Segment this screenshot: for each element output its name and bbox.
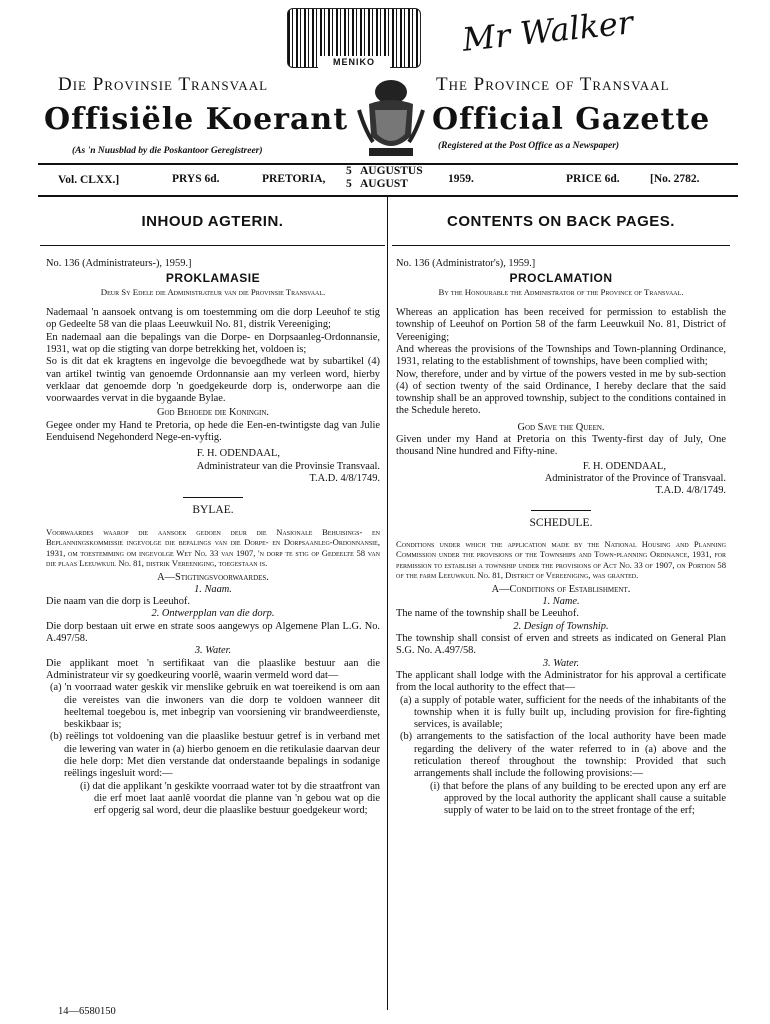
clause-i: (i) dat die applikant 'n geskikte voorraad water tot by die straatfront van die erf moet laat aanlê voordat die planne van 'n gebou wat op die erf opgerig sal word, deur die plaaslike bestuur goedgekeur word; (80, 780, 380, 817)
issue-day-top: 5 (346, 165, 352, 177)
issue-month-en: AUGUST (360, 178, 408, 190)
proclamation-title: PROKLAMASIE (165, 271, 261, 286)
subsection-heading: 3. Water. (194, 645, 232, 657)
contents-rule-right (392, 245, 730, 246)
proclamation-number: No. 136 (Administrator's), 1959.] (396, 258, 536, 269)
tad-reference: T.A.D. 4/8/1749. (655, 485, 726, 497)
clause-b: (b) reëlings tot voldoening van die plaaslike bestuur getref is in verband met die lewering van water in (a) hierbo genoem en die retikulasie daarvan deur die hele dorp: Met dien verstande dat onderstaande bepalings in sodanige reëlings ingesluit word:— (50, 731, 380, 780)
barcode-label: MENIKO (318, 56, 390, 68)
paragraph: Die applikant moet 'n sertifikaat van die plaaslike bestuur aan die Administrateur vir sy goedkeuring voorlê, waarin vermeld word dat— (46, 657, 380, 681)
subsection-heading: 2. Ontwerpplan van die dorp. (151, 608, 275, 620)
issue-price-af: PRYS 6d. (172, 173, 220, 185)
issue-year: 1959. (448, 173, 474, 185)
paragraph: Die naam van die dorp is Leeuhof. (46, 596, 190, 608)
paragraph: And whereas the provisions of the Townships and Town-planning Ordinance, 1931, relating to the establishment of townships, have been complied with; (396, 343, 726, 368)
coat-of-arms-crest (355, 70, 427, 162)
masthead-rule-bottom (38, 195, 738, 197)
clause-i: (i) that before the plans of any building to be erected upon any erf are approved by the local authority the applicant shall cause a suitable supply of water to be laid on to the street frontage of the erf; (430, 780, 726, 817)
schedule-title: BYLAE. (192, 504, 234, 517)
issue-volume: Vol. CLXX.] (58, 174, 120, 186)
footer-code: 14—6580150 (58, 1006, 116, 1017)
issue-day-bottom: 5 (346, 178, 352, 190)
schedule-title: SCHEDULE. (529, 516, 593, 529)
clause-b: (b) arrangements to the satisfaction of the local authority have been made regarding the delivery of the water referred to in (a) above and the reticulation thereof throughout the township: Provided that such arrangements shall include the following provisions:— (400, 731, 726, 780)
column-divider (387, 195, 388, 1010)
signatory-role: Administrateur van die Provinsie Transvaal. (196, 460, 380, 472)
masthead-right-title: Official Gazette (432, 102, 711, 137)
handwritten-signature: Mr Walker (460, 3, 635, 59)
paragraph: En nademaal aan die bepalings van die Dorpe- en Dorpsaanleg-Ordonnansie, 1931, wat op die stigting van dorpe betrekking het, voldoen is; (46, 331, 380, 355)
signatory-name: F. H. ODENDAAL, (196, 448, 280, 460)
paragraph: The township shall consist of erven and streets as indicated on General Plan S.G. No. A.497/58. (396, 633, 726, 657)
masthead-left-title: Offisiële Koerant (44, 102, 349, 137)
issue-month-af: AUGUSTUS (360, 165, 423, 177)
paragraph: Whereas an application has been received for permission to establish the township of Leeuhof on Portion 58 of the farm Leeuwkuil No. 81, District of Vereeniging; (396, 307, 726, 343)
masthead-right-province: The Province of Transvaal (436, 74, 670, 95)
section-rule (531, 510, 591, 511)
paragraph: The name of the township shall be Leeuhof. (396, 608, 579, 620)
left-column (46, 258, 380, 817)
section-a-heading: A—Stigtingsvoorwaardes. (157, 571, 269, 583)
masthead-right-tagline: (Registered at the Post Office as a Newspaper) (438, 141, 620, 151)
masthead-left-tagline: (As 'n Nuusblad by die Poskantoor Geregistreer) (72, 146, 263, 156)
paragraph: Die dorp bestaan uit erwe en strate soos aangewys op Algemene Plan L.G. No. A.497/58. (46, 620, 380, 645)
god-save: God Save the Queen. (517, 421, 605, 433)
conditions-intro: Conditions under which the application made by the National Housing and Planning Commission under the provisions of the Townships and Town-planning Ordinance, 1931, for permission to establish a township under the provisions of Act No. 33 of 1907, on Portion 58 of the farm Leeuwkuil No. 81, District of Vereeniging, was granted. (396, 538, 726, 581)
clause-a: (a) a supply of potable water, sufficient for the needs of the inhabitants of the township when it is fully built up, including provision for fire-fighting services, is available; (400, 694, 726, 731)
paragraph: Nademaal 'n aansoek ontvang is om toestemming om die dorp Leeuhof te stig op Gedeelte 58 van die plaas Leeuwkuil No. 81, distrik Vereeniging; (46, 307, 380, 331)
section-a-heading: A—Conditions of Establishment. (491, 583, 631, 595)
proclamation-number: No. 136 (Administrateurs-), 1959.] (46, 258, 192, 269)
clause-a: (a) 'n voorraad water geskik vir menslike gebruik en wat toereikend is om aan die vereistes van die inwoners van die dorp te voldoen wanneer dit heeltemal toegebou is, met inbegrip van voorsiening vir brandweerdienste, beskikbaar is; (50, 682, 380, 731)
barcode-stamp (287, 8, 421, 68)
given-under: Given under my Hand at Pretoria on this Twenty-first day of July, One thousand Nine hundred and Fifty-nine. (396, 434, 726, 458)
subsection-heading: 1. Name. (542, 596, 580, 608)
given-under: Gegee onder my Hand te Pretoria, op hede die Een-en-twintigste dag van Julie Eenduisend Negehonderd Nege-en-vyftig. (46, 419, 380, 444)
signatory-role: Administrator of the Province of Transvaal. (544, 472, 726, 484)
subsection-heading: 3. Water. (542, 657, 580, 669)
conditions-intro: Voorwaardes waarop die aansoek gedoen deur die Nasionale Behuisings- en Beplanningskommissie ingevolge die bepalings van die Dorpe- en Dorpsaanleg-Ordonnansie, 1931, om toestemming om ingevolge Wet No. 33 van 1907, 'n dorp te stig op Gedeelte 58 van die plaas Leeuwkuil No. 81, distrik Vereeniging, toegestaan is. (46, 526, 380, 569)
subsection-heading: 1. Naam. (194, 583, 232, 595)
contents-left: INHOUD AGTERIN. (141, 213, 284, 230)
paragraph: So is dit dat ek kragtens en ingevolge die bevoegdhede wat by subartikel (4) van artikel twintig van genoemde Ordonnansie aan my verleen word, hierby verklaar dat genoemde dorp 'n goedgekeurde dorp is, onderworpe aan die voorwaardes vervat in die bygaande Bylae. (46, 356, 380, 405)
contents-rule-left (40, 245, 385, 246)
right-column (396, 258, 726, 817)
contents-right: CONTENTS ON BACK PAGES. (447, 213, 675, 230)
proclamation-by: Deur Sy Edele die Administrateur van die Provinsie Transvaal. (100, 286, 326, 297)
proclamation-by: By the Honourable the Administrator of the Province of Transvaal. (438, 286, 684, 297)
proclamation-title: PROCLAMATION (509, 271, 613, 286)
issue-number: [No. 2782. (650, 173, 700, 185)
section-rule (183, 497, 243, 498)
paragraph: The applicant shall lodge with the Administrator for his approval a certificate from the local authority to the effect that— (396, 669, 726, 694)
masthead-left-province: Die Provinsie Transvaal (58, 74, 269, 95)
god-save: God Behoede die Koningin. (156, 407, 270, 419)
paragraph: Now, therefore, under and by virtue of the powers vested in me by sub-section (4) of section twenty of the said Ordinance, I hereby declare that the said township shall be an approved township, subject to the conditions contained in the Schedule hereto. (396, 368, 726, 417)
tad-reference: T.A.D. 4/8/1749. (309, 472, 380, 484)
subsection-heading: 2. Design of Township. (513, 620, 609, 632)
signatory-name: F. H. ODENDAAL, (582, 460, 666, 472)
issue-price-en: PRICE 6d. (566, 173, 620, 185)
issue-place: PRETORIA, (262, 173, 326, 185)
